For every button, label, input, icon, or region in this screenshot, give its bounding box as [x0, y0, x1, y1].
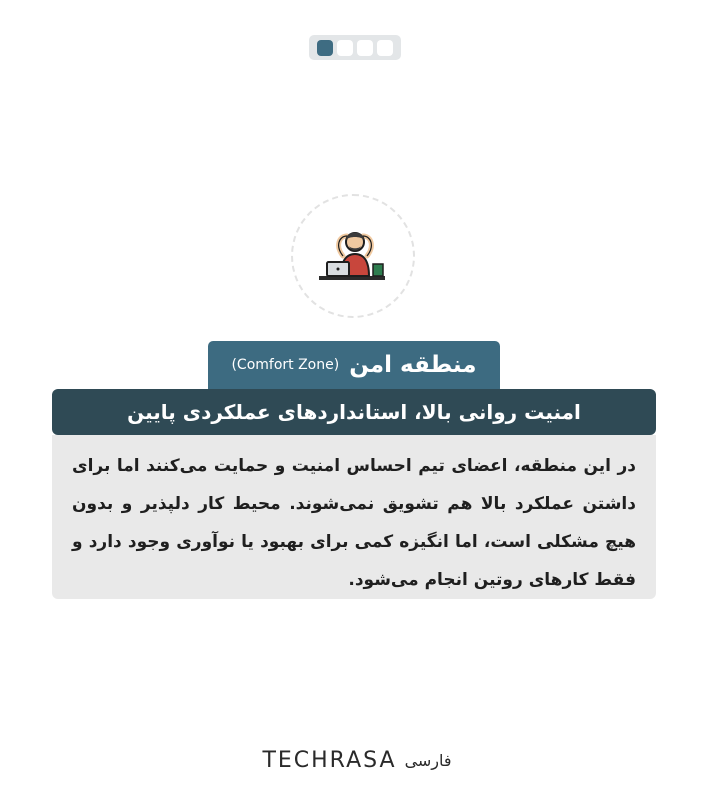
- brand-logo: [262, 744, 452, 776]
- hero-illustration: [291, 194, 415, 318]
- brand-name: TECHRASA: [262, 747, 397, 773]
- page-dot-1[interactable]: [317, 40, 333, 56]
- zone-subtitle: (Comfort Zone): [231, 357, 340, 373]
- brand-suffix: فارسی: [404, 750, 452, 770]
- zone-title-tab: [208, 341, 500, 389]
- page-dot-2[interactable]: [337, 40, 353, 56]
- zone-title: منطقه امن: [349, 352, 477, 378]
- headline-banner: امنیت روانی بالا، استانداردهای عملکردی پایین: [52, 389, 656, 435]
- page-dot-3[interactable]: [357, 40, 373, 56]
- page-dot-4[interactable]: [377, 40, 393, 56]
- description-card: در این منطقه، اعضای تیم احساس امنیت و حمایت می‌کنند اما برای داشتن عملکرد بالا هم تشویق نمی‌شوند. محیط کار دلپذیر و بدون هیچ مشکلی است، اما انگیزه کمی برای بهبود یا نوآوری وجود دارد و فقط کارهای روتین انجام می‌شود.: [52, 435, 656, 599]
- relaxed-person-at-laptop-icon: [313, 216, 393, 296]
- page-indicator: [309, 35, 401, 60]
